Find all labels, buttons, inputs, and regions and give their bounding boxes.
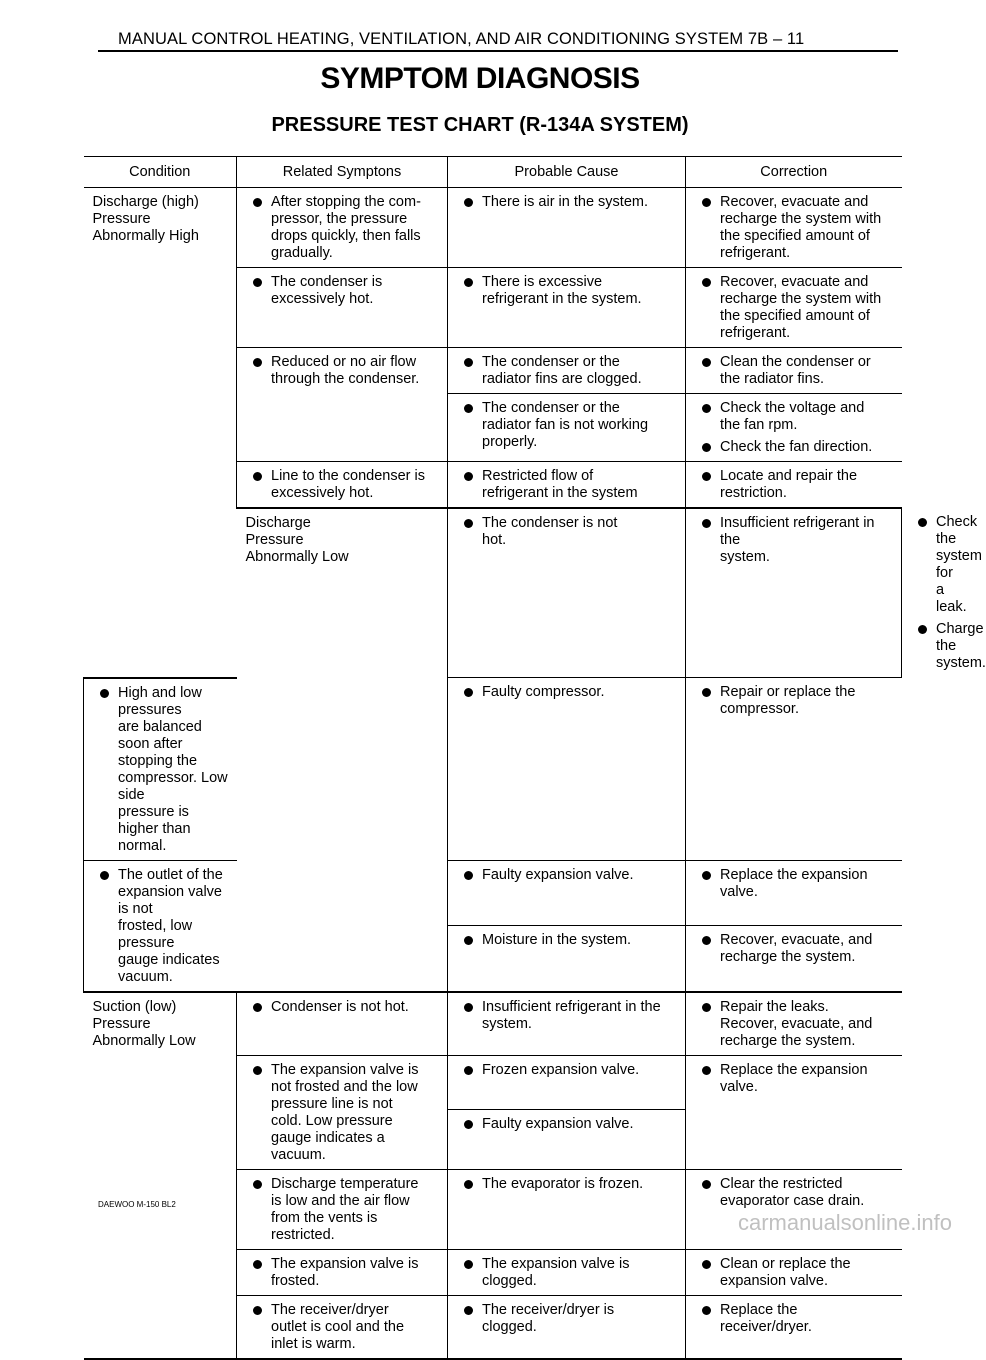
condition-cell (237, 508, 448, 992)
bullet-icon (918, 518, 927, 527)
correction-text: Check the system for a leak. (936, 514, 982, 615)
correction-cell (686, 678, 902, 861)
symptom-cell (237, 1055, 448, 1169)
correction-text: Replace the expansion valve. (720, 1061, 868, 1095)
bullet-icon (918, 625, 927, 634)
bullet-icon (702, 1306, 711, 1315)
cause-cell (448, 1055, 686, 1109)
cause-text: The condenser or the radiator fan is not working properly. (482, 400, 649, 450)
bullet-icon (702, 688, 711, 697)
symptom-cell (448, 508, 686, 678)
table-row (84, 860, 902, 926)
column-header: Related Symptons (237, 157, 448, 188)
page-header (98, 26, 898, 52)
bullet-icon (702, 472, 711, 481)
cause-text: Frozen expansion valve. (482, 1061, 640, 1078)
cause-text: Insufficient refrigerant in the system. (482, 998, 661, 1032)
cause-cell (448, 1169, 686, 1249)
correction-text: Locate and repair the restriction. (720, 468, 858, 501)
page-subtitle: PRESSURE TEST CHART (R-134A SYSTEM) (271, 114, 689, 136)
symptom-cell (237, 1249, 448, 1295)
symptom-cell (237, 462, 448, 509)
correction-cell (686, 394, 902, 462)
bullet-icon (253, 1066, 262, 1075)
bullet-icon (702, 1180, 711, 1189)
symptom-cell (237, 1169, 448, 1249)
cause-text: There is air in the system. (482, 194, 648, 210)
correction-text: Recover, evacuate and recharge the system with the specified amount of refrigerant. (720, 194, 882, 261)
symptom-text: Reduced or no air flow through the condenser. (271, 354, 420, 387)
condition-text: Discharge (high) Pressure Abnormally High (92, 194, 199, 244)
correction-text: Replace the expansion valve. (720, 866, 868, 900)
cause-cell (448, 860, 686, 926)
correction-cell (686, 1295, 902, 1359)
symptom-cell (237, 992, 448, 1056)
correction-text: Check the fan direction. (720, 439, 873, 455)
cause-cell (448, 1249, 686, 1295)
symptom-cell (237, 348, 448, 462)
bullet-icon (702, 404, 711, 413)
bullet-icon (100, 871, 109, 880)
cause-cell (448, 394, 686, 462)
symptom-text: The expansion valve is frosted. (271, 1255, 419, 1289)
correction-text: Repair the leaks. Recover, evacuate, and recharge the system. (720, 998, 873, 1049)
bullet-icon (253, 472, 262, 481)
cause-cell (448, 268, 686, 348)
correction-text: Clear the restricted evaporator case drain. (720, 1175, 865, 1209)
bullet-icon (253, 358, 262, 367)
bullet-icon (702, 936, 711, 945)
correction-cell (686, 348, 902, 394)
cause-cell (448, 678, 686, 861)
cause-text: Restricted flow of refrigerant in the system (482, 468, 638, 501)
condition-cell (84, 992, 237, 1359)
cause-text: The receiver/dryer is clogged. (482, 1301, 615, 1335)
correction-cell (686, 188, 902, 268)
correction-cell (686, 992, 902, 1056)
bullet-icon (464, 519, 473, 528)
cause-cell (448, 462, 686, 509)
table-row (84, 992, 902, 1056)
cause-cell (448, 1295, 686, 1359)
cause-cell (448, 926, 686, 992)
symptom-text: After stopping the com- pressor, the pressure drops quickly, then falls gradually. (271, 194, 421, 261)
correction-text: Recover, evacuate, and recharge the system. (720, 932, 873, 966)
bullet-icon (253, 1260, 262, 1269)
bullet-icon (464, 472, 473, 481)
cause-cell (448, 1109, 686, 1169)
bullet-icon (464, 404, 473, 413)
correction-text: Replace the receiver/dryer. (720, 1301, 812, 1335)
symptom-text: The expansion valve is not frosted and the low pressure line is not cold. Low pressure gauge indicates a vacuum. (271, 1061, 419, 1163)
pressure-test-table (83, 156, 986, 1360)
bullet-icon (702, 358, 711, 367)
condition-text: Discharge Pressure Abnormally Low (245, 515, 349, 565)
symptom-text: High and low pressures are balanced soon after stopping the compressor. Low side pressure is higher than normal. (118, 684, 228, 854)
cause-text: The expansion valve is clogged. (482, 1255, 630, 1289)
bullet-icon (464, 936, 473, 945)
bullet-icon (464, 358, 473, 367)
cause-text: Faulty expansion valve. (482, 866, 634, 883)
bullet-icon (464, 871, 473, 880)
correction-text: Clean or replace the expansion valve. (720, 1255, 851, 1289)
bullet-icon (100, 689, 109, 698)
watermark: carmanualsonline.info (737, 1210, 952, 1235)
bullet-icon (702, 198, 711, 207)
cause-text: Moisture in the system. (482, 932, 632, 949)
table-header-row (84, 157, 902, 188)
correction-text: Clean the condenser or the radiator fins. (720, 354, 871, 387)
bullet-icon (464, 1260, 473, 1269)
bullet-icon (464, 1306, 473, 1315)
bullet-icon (464, 1066, 473, 1075)
symptom-text: The outlet of the expansion valve is not frosted, low pressure gauge indicates vacuum. (118, 866, 223, 985)
cause-text: Faulty compressor. (482, 684, 605, 700)
symptom-cell (84, 678, 237, 861)
cause-text: Insufficient refrigerant in the system. (720, 515, 875, 565)
footer-code: DAEWOO M-150 BL2 (98, 1200, 176, 1209)
correction-text: Recover, evacuate and recharge the system with the specified amount of refrigerant. (720, 274, 882, 341)
correction-cell (686, 926, 902, 992)
bullet-icon (702, 1066, 711, 1075)
symptom-text: The condenser is not hot. (482, 515, 618, 548)
header-text: MANUAL CONTROL HEATING, VENTILATION, AND AIR CONDITIONING SYSTEM 7B – 11 (118, 30, 805, 48)
bullet-icon (464, 1003, 473, 1012)
symptom-text: Discharge temperature is low and the air flow from the vents is restricted. (271, 1175, 419, 1243)
cause-text: Faulty expansion valve. (482, 1115, 634, 1132)
page-title: SYMPTOM DIAGNOSIS (320, 62, 640, 95)
symptom-cell (237, 268, 448, 348)
bullet-icon (702, 871, 711, 880)
bullet-icon (253, 1003, 262, 1012)
bullet-icon (702, 1003, 711, 1012)
correction-text: Charge the system. (936, 621, 986, 671)
symptom-cell (237, 188, 448, 268)
correction-cell (686, 860, 902, 926)
condition-cell (84, 188, 237, 678)
column-header: Condition (84, 157, 237, 188)
correction-cell (686, 268, 902, 348)
condition-text: Suction (low) Pressure Abnormally Low (92, 998, 196, 1049)
bullet-icon (253, 1306, 262, 1315)
bullet-icon (702, 519, 711, 528)
symptom-text: The receiver/dryer outlet is cool and the inlet is warm. (271, 1301, 405, 1352)
bullet-icon (702, 278, 711, 287)
bullet-icon (464, 278, 473, 287)
cause-cell (448, 188, 686, 268)
bullet-icon (464, 1120, 473, 1129)
cause-text: There is excessive refrigerant in the system. (482, 274, 642, 307)
bullet-icon (702, 443, 711, 452)
bullet-icon (253, 278, 262, 287)
table-row (84, 188, 902, 268)
symptom-text: Line to the condenser is excessively hot. (271, 468, 425, 501)
bullet-icon (464, 688, 473, 697)
column-header: Probable Cause (448, 157, 686, 188)
symptom-cell (237, 1295, 448, 1359)
bullet-icon (253, 198, 262, 207)
column-header: Correction (686, 157, 902, 188)
correction-cell (686, 1055, 902, 1169)
correction-cell (686, 1249, 902, 1295)
bullet-icon (464, 198, 473, 207)
symptom-text: The condenser is excessively hot. (271, 274, 383, 307)
correction-text: Check the voltage and the fan rpm. (720, 400, 865, 433)
correction-cell (686, 462, 902, 509)
cause-text: The evaporator is frozen. (482, 1175, 644, 1192)
cause-cell (686, 508, 902, 678)
table-row (84, 678, 902, 861)
bullet-icon (702, 1260, 711, 1269)
cause-text: The condenser or the radiator fins are clogged. (482, 354, 642, 387)
bullet-icon (464, 1180, 473, 1189)
cause-cell (448, 348, 686, 394)
cause-cell (448, 992, 686, 1056)
header-rule (98, 50, 898, 52)
symptom-cell (84, 860, 237, 992)
bullet-icon (253, 1180, 262, 1189)
symptom-text: Condenser is not hot. (271, 998, 409, 1015)
correction-text: Repair or replace the compressor. (720, 684, 856, 717)
correction-cell (686, 1169, 902, 1249)
